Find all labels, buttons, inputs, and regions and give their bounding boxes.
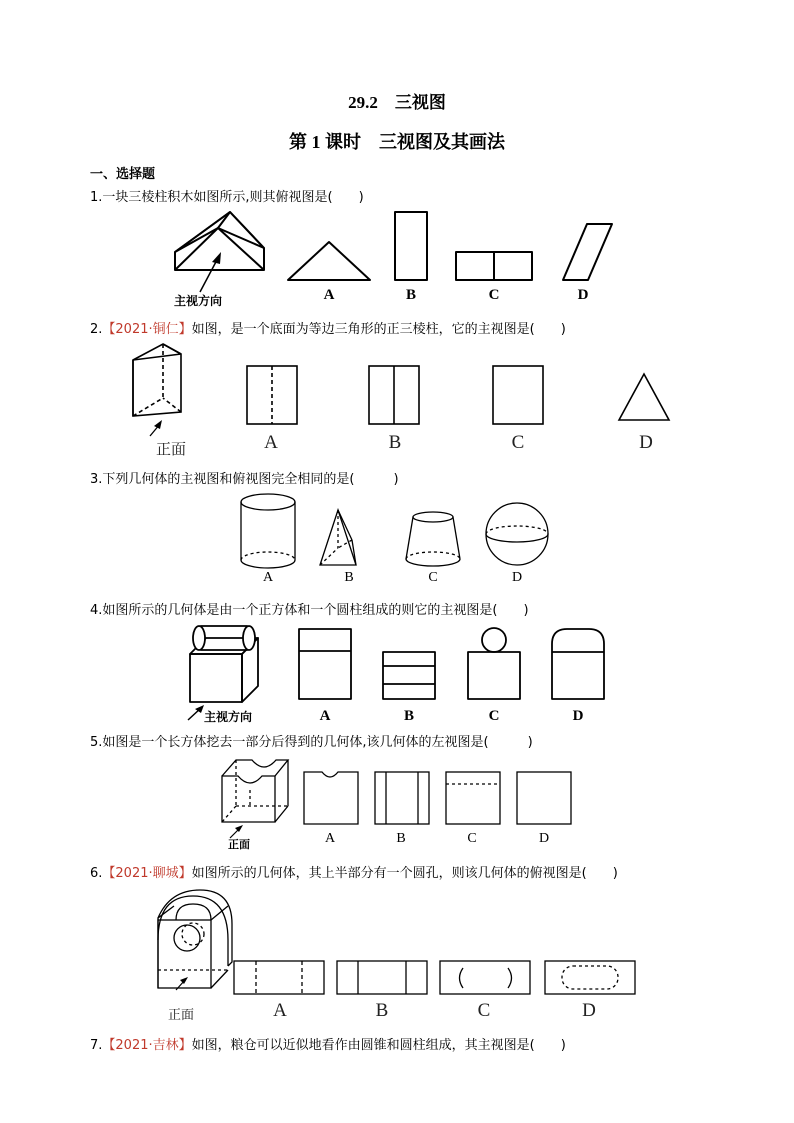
question-text: 下列几何体的主视图和俯视图完全相同的是( ) [102,472,399,487]
question-2 [90,318,566,337]
q2-option-a-figure [247,366,297,424]
q4-option-a-figure [299,629,351,699]
q6-option-a-figure [234,961,324,994]
q3-sphere-figure [486,503,548,565]
q5-option-a-figure [304,772,358,824]
q1-label-c: C [488,287,500,303]
q4-label-d: D [572,708,584,724]
section-title: 29.2 三视图 [348,93,446,112]
q3-cylinder-figure [241,494,295,568]
q3-label-d: D [511,570,523,585]
q4-label-c: C [488,708,500,724]
q4-option-c-figure [468,628,520,699]
question-source-tag: 【2021·吉林】 [102,1038,192,1053]
q2-label-d: D [639,432,653,453]
q1-label-b: B [405,287,416,303]
question-text: 一块三棱柱积木如图所示,则其俯视图是( ) [102,190,364,205]
q5-label-c: C [467,831,477,846]
question-7 [90,1034,566,1053]
q4-label-a: A [319,708,331,724]
q1-prism-figure [175,212,264,292]
q4-option-d-figure [552,629,604,699]
q1-caption: 主视方向 [174,294,223,308]
question-number: 5. [90,735,103,750]
q3-label-c: C [428,570,438,585]
q1-option-a-figure [288,242,370,280]
question-source-tag: 【2021·聊城】 [102,866,192,881]
question-number: 6. [90,866,103,881]
q6-arch-solid-figure [158,890,232,990]
question-text: 如图所示的几何体是由一个正方体和一个圆柱组成的则它的主视图是( ) [102,603,529,618]
q3-label-a: A [262,570,274,585]
q2-caption: 正面 [156,440,187,458]
question-text: 如图是一个长方体挖去一部分后得到的几何体,该几何体的左视图是( ) [102,735,533,750]
q5-caption: 正面 [228,838,250,851]
q6-label-a: A [273,1000,287,1021]
q6-label-d: D [582,1000,596,1021]
lesson-title: 第 1 课时 三视图及其画法 [289,132,505,152]
q2-label-b: B [388,432,402,453]
q4-caption: 主视方向 [204,710,253,724]
question-text: 如图所示的几何体，其上半部分有一个圆孔，则该几何体的俯视图是( ) [191,866,618,881]
q5-option-b-figure [375,772,429,824]
q1-option-d-figure [563,224,612,280]
q5-label-b: B [396,831,406,846]
q6-label-b: B [375,1000,389,1021]
q2-prism-figure [133,344,181,436]
question-number: 3. [90,472,103,487]
question-text: 如图，粮仓可以近似地看作由圆锥和圆柱组成，其主视图是( ) [191,1038,566,1053]
q2-option-d-figure [619,374,669,420]
q1-option-b-figure [395,212,427,280]
q1-option-c-figure [456,252,532,280]
q6-label-c: C [477,1000,491,1021]
q2-label-a: A [264,432,278,453]
question-number: 7. [90,1038,103,1053]
question-6 [90,862,618,881]
q3-pyramid-figure [320,510,356,565]
question-number: 1. [90,190,103,205]
q4-label-b: B [403,708,414,724]
q2-option-c-figure [493,366,543,424]
question-number: 4. [90,603,103,618]
q6-option-b-figure [337,961,427,994]
q3-frustum-figure [406,512,460,566]
question-text: 如图，是一个底面为等边三角形的正三棱柱，它的主视图是( ) [191,322,566,337]
question-4 [90,599,529,618]
question-3 [90,468,399,487]
q6-option-c-figure [440,961,530,994]
q2-option-b-figure [369,366,419,424]
question-number: 2. [90,322,103,337]
question-source-tag: 【2021·铜仁】 [102,322,192,337]
q6-caption: 正面 [168,1008,195,1023]
q3-label-b: B [344,570,354,585]
q5-option-c-figure [446,772,500,824]
q5-label-a: A [324,831,336,846]
q1-label-d: D [577,287,589,303]
question-1 [90,186,364,205]
q5-option-d-figure [517,772,571,824]
question-5 [90,731,533,750]
q4-cube-cylinder-figure [188,626,258,720]
section-label: 一、选择题 [90,167,156,182]
q6-option-d-figure [545,961,635,994]
q5-carved-box-figure [222,760,288,838]
q5-label-d: D [538,831,550,846]
q2-label-c: C [511,432,525,453]
q4-option-b-figure [383,652,435,699]
q1-label-a: A [323,287,335,303]
